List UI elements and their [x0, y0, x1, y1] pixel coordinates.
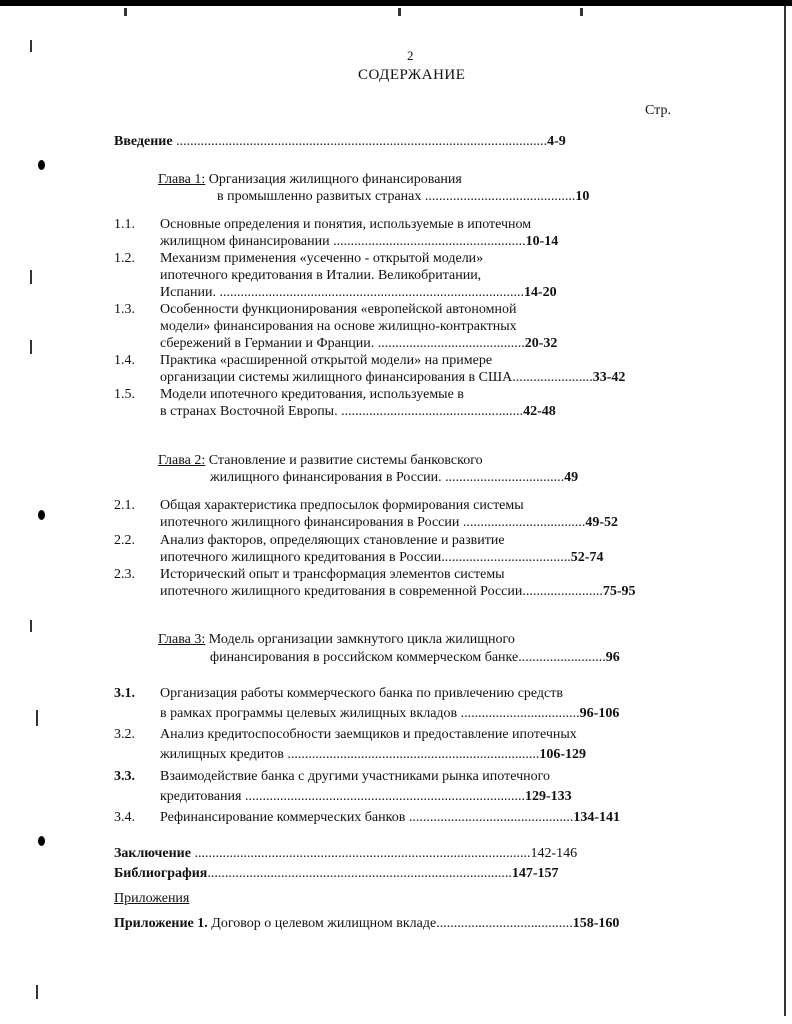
section-2-1-line2	[160, 515, 618, 531]
section-1-5-line1[interactable]: Модели ипотечного кредитования, используемые в	[160, 387, 464, 402]
section-text: ипотечного жилищного кредитования в современной России.......................	[160, 584, 603, 599]
chapter-3-pages: 96	[605, 650, 620, 665]
section-pages: 33-42	[592, 370, 626, 385]
section-text: Рефинансирование коммерческих банков ...............................................	[160, 810, 574, 825]
section-text: сбережений в Германии и Франции. ..........................................	[160, 336, 525, 351]
section-1-3-line1[interactable]: Особенности функционирования «европейской автономной	[160, 302, 517, 317]
chapter-1-title-cont: в промышленно развитых странах ...........................................	[217, 189, 576, 204]
section-1-5-line2	[160, 404, 556, 420]
scan-mark	[30, 620, 32, 632]
section-1-1-line1[interactable]: Основные определения и понятия, используемые в ипотечном	[160, 217, 532, 232]
toc-entry-intro[interactable]	[114, 134, 566, 150]
section-number: 1.2.	[114, 251, 135, 266]
appendix-1-pages: 158-160	[572, 916, 620, 931]
leader-dots: ..........................................................................................................	[172, 134, 548, 149]
section-3-2-line1[interactable]: Анализ кредитоспособности заемщиков и предоставление ипотечных	[160, 727, 577, 742]
section-1-2-line3	[160, 285, 557, 301]
leader-dots: ................................................................................................	[190, 846, 531, 861]
section-pages: 75-95	[602, 584, 636, 599]
scan-mark	[398, 8, 401, 16]
bibliography-label: Библиография	[114, 866, 208, 881]
section-2-1-line1[interactable]: Общая характеристика предпосылок формирования системы	[160, 498, 524, 513]
section-1-2-line1[interactable]: Механизм применения «усеченно - открытой модели»	[160, 251, 484, 266]
chapter-3-title: Модель организации замкнутого цикла жилищного	[205, 632, 515, 647]
section-text: Испании. .......................................................................................	[160, 285, 525, 300]
section-number: 1.1.	[114, 217, 135, 232]
scan-mark	[30, 270, 32, 284]
section-number: 3.1.	[114, 686, 135, 701]
chapter-1-heading[interactable]	[158, 172, 462, 188]
section-pages: 134-141	[573, 810, 621, 825]
section-text: жилищных кредитов ........................................................................	[160, 747, 540, 762]
section-number: 2.3.	[114, 567, 135, 582]
section-text: ипотечного жилищного финансирования в России ...................................	[160, 515, 586, 530]
section-pages: 20-32	[524, 336, 558, 351]
binder-hole-dot	[38, 836, 45, 846]
appendices-heading[interactable]: Приложения	[114, 891, 190, 906]
top-border	[0, 0, 792, 6]
scan-mark	[124, 8, 127, 16]
section-number: 1.4.	[114, 353, 135, 368]
section-pages: 49-52	[585, 515, 619, 530]
section-3-3-line1[interactable]: Взаимодействие банка с другими участниками рынка ипотечного	[160, 769, 551, 784]
section-number: 1.5.	[114, 387, 135, 402]
section-number: 3.4.	[114, 810, 135, 825]
chapter-2-title-cont: жилищного финансирования в России. ..................................	[210, 470, 565, 485]
chapter-1-label: Глава 1:	[158, 172, 206, 187]
bibliography-pages: 147-157	[511, 866, 559, 881]
scan-mark	[580, 8, 583, 16]
toc-entry-conclusion[interactable]	[114, 846, 577, 862]
toc-entry-bibliography[interactable]	[114, 866, 559, 882]
chapter-2-heading-line2	[210, 470, 578, 486]
chapter-2-pages: 49	[564, 470, 579, 485]
section-text: ипотечного жилищного кредитования в России.....................................	[160, 550, 571, 565]
scan-mark	[30, 340, 32, 354]
scan-mark	[36, 710, 38, 726]
conclusion-pages: 142-146	[530, 846, 578, 861]
pages-column-header: Стр.	[645, 103, 671, 118]
appendix-1-label: Приложение 1.	[114, 916, 208, 931]
section-pages: 42-48	[523, 404, 556, 419]
section-pages: 52-74	[570, 550, 604, 565]
leader-dots: .......................................................................................	[207, 866, 512, 881]
chapter-1-pages: 10	[575, 189, 590, 204]
section-1-2-line2: ипотечного кредитования в Италии. Великобритании,	[160, 268, 482, 283]
section-number: 2.1.	[114, 498, 135, 513]
section-pages: 96-106	[579, 706, 620, 721]
section-2-3-line2	[160, 584, 636, 600]
section-number: 3.3.	[114, 769, 135, 784]
chapter-2-title: Становление и развитие системы банковского	[205, 453, 483, 468]
section-text: в рамках программы целевых жилищных вкладов ..................................	[160, 706, 580, 721]
section-number: 1.3.	[114, 302, 135, 317]
section-3-3-line2	[160, 789, 572, 805]
page-title: СОДЕРЖАНИЕ	[358, 67, 466, 83]
right-border	[784, 6, 786, 1016]
section-pages: 129-133	[524, 789, 572, 804]
intro-pages: 4-9	[547, 134, 566, 149]
conclusion-label: Заключение	[114, 846, 191, 861]
section-text: в странах Восточной Европы. ....................................................	[160, 404, 524, 419]
chapter-1-heading-line2	[217, 189, 589, 205]
section-3-1-line2	[160, 706, 619, 722]
toc-entry-appendix-1[interactable]	[114, 916, 619, 932]
section-pages: 10-14	[525, 234, 559, 249]
section-2-3-line1[interactable]: Исторический опыт и трансформация элементов системы	[160, 567, 505, 582]
chapter-3-heading[interactable]	[158, 632, 515, 648]
binder-hole-dot	[38, 160, 45, 170]
section-1-4-line2	[160, 370, 625, 386]
section-3-4-line1[interactable]	[160, 810, 620, 826]
section-3-2-line2	[160, 747, 586, 763]
section-1-4-line1[interactable]: Практика «расширенной открытой модели» на примере	[160, 353, 493, 368]
section-1-3-line3	[160, 336, 557, 352]
intro-label: Введение	[114, 134, 173, 149]
section-text: жилищном финансировании .......................................................	[160, 234, 526, 249]
chapter-3-heading-line2	[210, 650, 620, 666]
chapter-2-heading[interactable]	[158, 453, 483, 469]
binder-hole-dot	[38, 510, 45, 520]
section-number: 3.2.	[114, 727, 135, 742]
section-text: кредитования ................................................................................	[160, 789, 525, 804]
page-number: 2	[407, 48, 414, 63]
chapter-2-label: Глава 2:	[158, 453, 206, 468]
section-text: организации системы жилищного финансирования в США.......................	[160, 370, 593, 385]
section-pages: 14-20	[524, 285, 557, 300]
section-1-1-line2	[160, 234, 558, 250]
section-pages: 106-129	[539, 747, 586, 762]
section-2-2-line1[interactable]: Анализ факторов, определяющих становление и развитие	[160, 533, 505, 548]
appendix-1-text: Договор о целевом жилищном вкладе.......................................	[207, 916, 573, 931]
chapter-3-title-cont: финансирования в российском коммерческом банке.........................	[210, 650, 606, 665]
section-number: 2.2.	[114, 533, 135, 548]
section-2-2-line2	[160, 550, 603, 566]
chapter-1-title: Организация жилищного финансирования	[205, 172, 462, 187]
section-3-1-line1[interactable]: Организация работы коммерческого банка по привлечению средств	[160, 686, 563, 701]
section-1-3-line2: модели» финансирования на основе жилищно-контрактных	[160, 319, 517, 334]
scan-mark	[30, 40, 32, 52]
scan-mark	[36, 985, 38, 999]
chapter-3-label: Глава 3:	[158, 632, 206, 647]
